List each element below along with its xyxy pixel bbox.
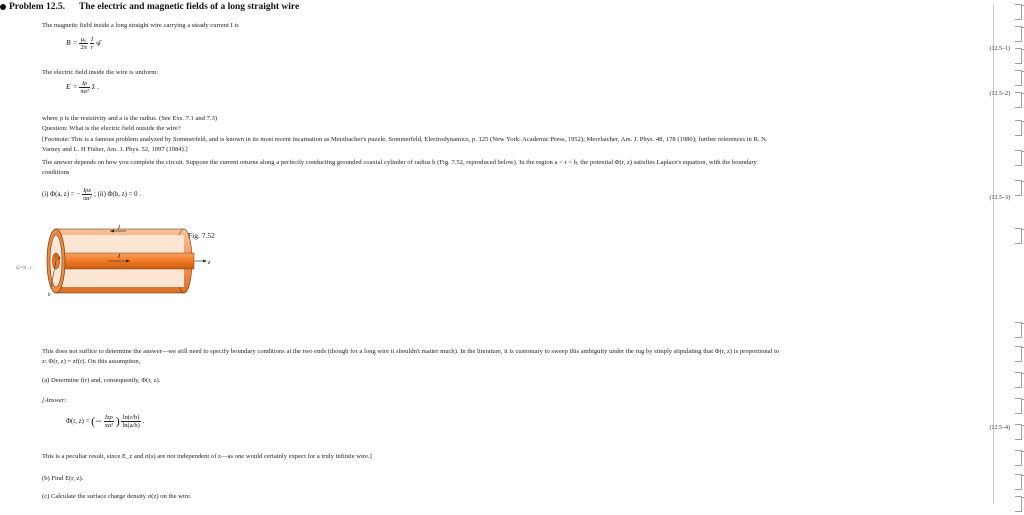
bullet-icon <box>0 4 6 10</box>
where-text: where ρ is the resistivity and a is the radius. (See Exs. 7.1 and 7.3) <box>42 115 218 122</box>
margin-mark <box>1015 70 1022 86</box>
margin-mark <box>1015 150 1022 166</box>
bc-i-frac: $\frac{\text{Iρz}}{\text{πa²}}$ <box>82 187 92 202</box>
margin-mark <box>1015 398 1022 414</box>
eq1-lhs: B = <box>66 38 78 48</box>
paragraph-2-line-1: This does not suffice to determine the answer—we still need to specify boundary conditions at the two ends (though for a long wire it shouldn't matter much). In the literature, it is customary to sweep this ambiguity under the rug by simply stipulating that Φ(r, z) is proportional to <box>42 348 780 355</box>
equation-1 <box>66 36 101 51</box>
equation-4 <box>66 414 144 429</box>
eq4-log-frac: $\frac{\ln(r/b)}{\ln(a/b)}$ <box>122 414 140 429</box>
margin-mark <box>1015 346 1022 362</box>
problem-title: The electric and magnetic fields of a long straight wire <box>79 2 300 12</box>
part-b-text: (b) Find E(r, z). <box>42 475 84 482</box>
answer-depends-line-1: The answer depends on how you complete the circuit. Suppose the current returns along a perfectly conducting grounded coaxial cylinder of radius b (Fig. 7.52, reproduced below). In the region a < r < b, the potential Φ(r, z) satisfies Laplace's equation, with the boundary <box>42 159 757 166</box>
footnote-line-1: [Footnote: This is a famous problem analyzed by Sommerfeld, and is known in its most recent incarnation as Merzbacher's puzzle. Sommerfeld, Electrodynamics, p. 125 (New York: Academic Press, 1952); Merzbacher, Am. J. Phys. 48, 178 (1980); further references in R. N. <box>42 136 768 143</box>
equation-2 <box>66 80 99 95</box>
margin-mark <box>1015 424 1022 440</box>
answer-depends-line-2: conditions <box>42 169 70 176</box>
part-a-text: (a) Determine f(r) and, consequently, Φ(r, z). <box>42 377 161 384</box>
label-I-top: I <box>118 225 120 231</box>
margin-mark <box>1015 496 1022 512</box>
label-z: z <box>208 260 211 266</box>
left-margin-tag: Ω=0(−)− <box>16 266 35 271</box>
label-a: a <box>58 256 61 261</box>
margin-mark <box>1015 92 1022 108</box>
boundary-conditions <box>42 187 141 202</box>
eq4-paren-close: ) <box>115 414 120 428</box>
eq2-tail: ẑ . <box>91 82 99 92</box>
margin-mark <box>1015 322 1022 338</box>
margin-mark <box>1015 120 1022 136</box>
label-b: b <box>48 293 51 298</box>
eq3-number: (12.5–3) <box>989 195 1010 201</box>
margin-mark <box>1015 372 1022 388</box>
eq2-number: (12.5–2) <box>989 91 1010 97</box>
paragraph-2-line-2: z: Φ(r, z) = zf(r). On this assumption, <box>42 358 141 365</box>
answer-open: [Answer: <box>42 397 67 404</box>
margin-mark <box>1015 180 1022 196</box>
problem-number: Problem 12.5. <box>9 2 66 12</box>
margin-mark <box>1015 4 1022 20</box>
margin-mark <box>1015 228 1022 244</box>
question-text: Question: What is the electric field outside the wire? <box>42 125 181 132</box>
margin-mark <box>1015 474 1022 490</box>
footnote-line-2: Varney and L. H Fisher, Am. J. Phys. 52, 1097 (1984).] <box>42 146 188 153</box>
margin-mark <box>1015 450 1022 466</box>
eq4-frac: $\frac{\text{Izρ}}{\text{πa²}}$ <box>104 414 114 429</box>
figure-label: Fig. 7.52 <box>188 231 215 240</box>
eq1-tail: φ̂ <box>96 38 101 48</box>
eq1-frac-1: $\frac{\text{μ₀}}{2\pi}$ <box>80 36 87 51</box>
eq1-frac-2: $\frac{I}{r}$ <box>90 36 94 51</box>
eq4-lhs: Φ(r, z) = <box>66 418 90 426</box>
eq2-lhs: E = <box>66 82 78 92</box>
bc-ii: ; (ii) Φ(b, z) = 0 . <box>93 191 141 199</box>
eq4-number: (12.5–4) <box>989 425 1010 431</box>
eq4-tail: . <box>142 418 145 426</box>
problem-heading <box>0 2 299 12</box>
peculiar-text: This is a peculiar result, since E_z and σ(s) are not independent of z—as one would certainly expect for a truly infinite wire.] <box>42 453 372 460</box>
bc-i-label: (i) Φ(a, z) = − <box>42 191 81 199</box>
eq4-paren-open: (− <box>91 414 102 428</box>
z-axis-arrowhead <box>203 260 207 263</box>
intro-text: The magnetic field inside a long straight wire carrying a steady current I is <box>42 22 239 29</box>
efield-intro: The electric field inside the wire is uniform: <box>42 69 159 76</box>
label-I-mid: I <box>118 254 120 260</box>
eq1-number: (12.5–1) <box>989 46 1010 52</box>
margin-mark <box>1015 26 1022 42</box>
margin-mark <box>1015 48 1022 64</box>
eq2-frac: $\frac{I\rho}{\text{πa²}}$ <box>80 80 89 95</box>
part-c-text: (c) Calculate the surface charge density σ(z) on the wire. <box>42 493 192 500</box>
